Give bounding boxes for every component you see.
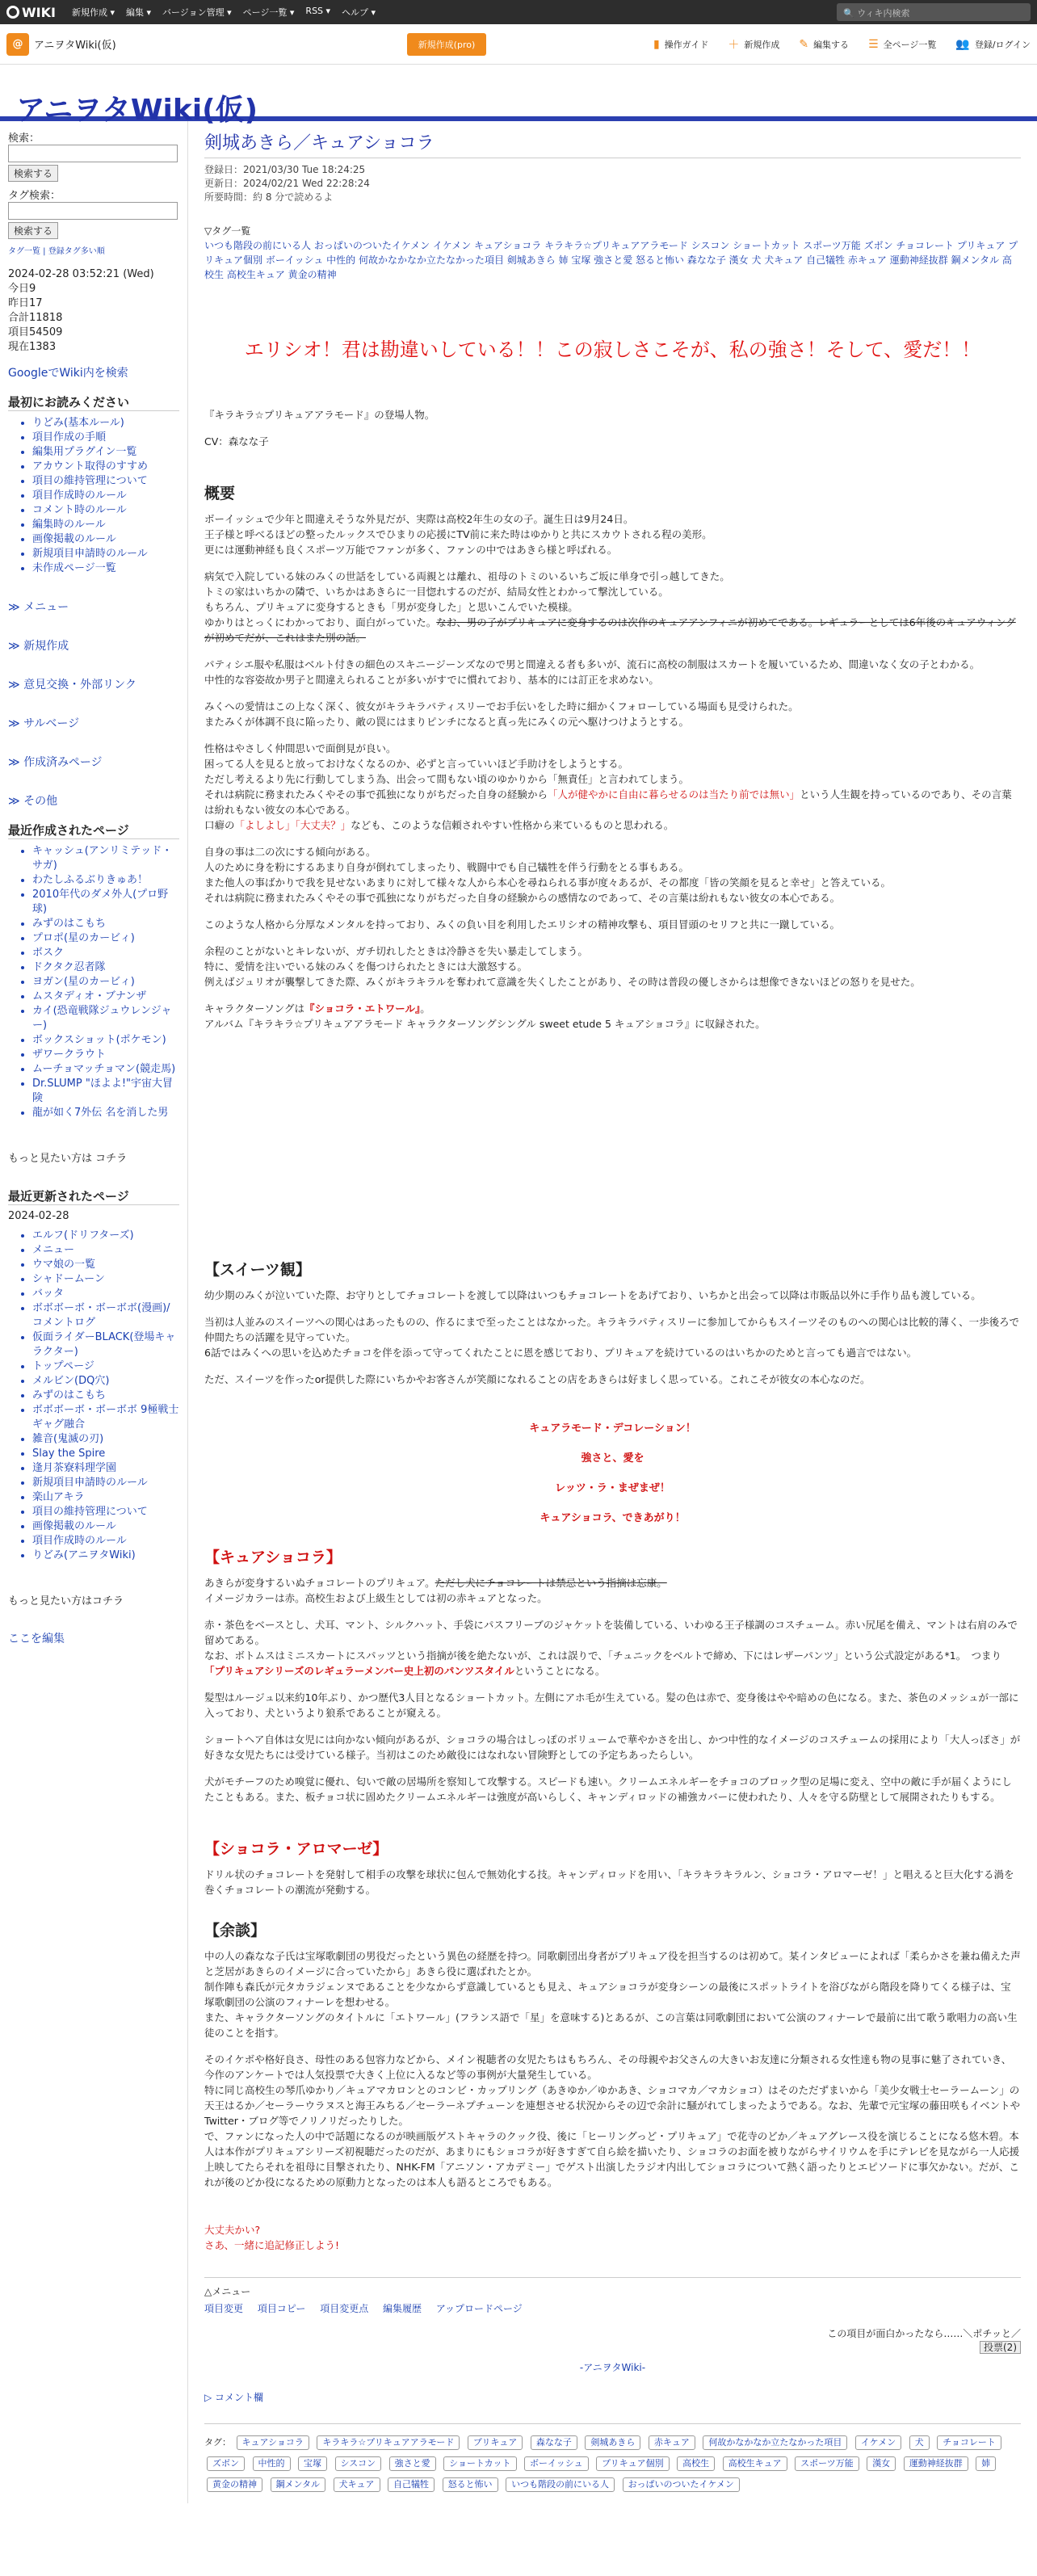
list-item[interactable]: • ムスタディオ・ブナンザ [32,990,179,1004]
footer-link[interactable]: 項目コピー [257,2303,306,2314]
first-read-list [8,416,179,576]
list-item[interactable]: • 楽山アキラ [32,1490,179,1505]
paragraph: パティシエ服や私服はベルト付きの細色のスキニージーンズなので男と間違える者も多いが、流石に高校の制服はスカートを履いているため、間違いなく女の子とわかる。 中性的な容姿故か男子と間違えられることが多いがすでに慣れており、基本的には訂正を求めない。 [204,658,980,686]
vote-button[interactable]: 投票(2) [980,2341,1021,2354]
tag-chip[interactable]: 犬キュア [334,2477,380,2492]
list-item[interactable]: • 項目作成時のルール [32,489,179,503]
list-item[interactable]: • トップページ [32,1359,179,1374]
tag-search-label: タグ検索： [8,190,61,202]
list-item[interactable]: • シャドームーン [32,1272,179,1287]
recent-heading: 最近作成されたページ [8,822,179,839]
list-item[interactable]: • 新規項目申請時のルール [32,547,179,561]
closing: 大丈夫かい? さあ、一緒に追記修正しよう! [204,2224,340,2251]
tag-chip[interactable]: キラキラ☆プリキュアアラモード [317,2435,460,2450]
paragraph: ボーイッシュで少年と間違えそうな外見だが、実際は高校2年生の女の子。誕生日は9月24日。 王子様と呼べるほどの整ったルックスでひまりの応援にTV前に来た時はゆかりと共にスカウトされる程の美形。 更には運動神経も良くスポーツ万能でファンが多く、ファンの中ではあきら様と呼ばれる。 [204,513,712,556]
list-item[interactable]: • りどみ(アニヲタWiki) [32,1549,179,1563]
create-pro-button[interactable]: 新規作成(pro) [407,33,487,56]
tag-chip[interactable]: ズボン [207,2456,245,2471]
list-item[interactable]: • わたしふるぶりきゅあ！ [32,873,179,888]
wiki-logo[interactable]: WIKI [6,5,56,20]
top-menus [72,6,376,19]
site-icon: @ [6,33,29,56]
all-pages-button[interactable]: ☰ 全ページ一覧 [868,37,937,51]
updated-date: 2024-02-28 [8,1210,69,1222]
pencil-icon: ✎ [799,37,809,51]
edit-sidebar-link[interactable]: ここを編集 [8,1633,65,1645]
chant-line: キュアラモード・デコレーション！ [529,1422,696,1435]
tag-chip[interactable]: プリキュア [468,2435,523,2450]
tag-chip[interactable]: 漢女 [867,2456,896,2471]
list-item[interactable]: • ボボボーボ・ボーボボ 9極戦士ギャグ融合 [32,1403,179,1432]
list-item[interactable]: • アカウント取得のすすめ [32,460,179,474]
footer-link[interactable]: 項目変更 [204,2303,244,2314]
tag-chip[interactable]: 怒ると怖い [443,2477,498,2492]
menu-pages[interactable]: ページ一覧 ▾ [243,6,295,19]
list-item[interactable]: • 龍が如く7外伝 名を消した男 [32,1106,179,1120]
tag-chip[interactable]: 高校生 [677,2456,715,2471]
sidebar [0,121,187,2503]
list-item[interactable]: • 2010年代のダメ外人(プロ野球) [32,888,179,917]
list-item[interactable]: • ドクタク忍者隊 [32,960,179,975]
list-item[interactable]: • キャッシュ(アンリミテッド・サガ) [32,844,179,873]
paragraph: 犬がモチーフのため嗅覚に優れ、匂いで敵の居場所を察知して攻撃する。スピードも速い。クリームエネルギーをチョコのブロック型の足場に変え、空中の敵に手が届くようにしたこともある。また、板チョコ状に固めたクリームエネルギーは強度が高いらしく、キャンディロッドの補強カバーに使われたり、人々を守る防壁として展開されたりもする。 [204,1775,1012,1803]
footer-site-link[interactable]: -アニヲタWiki- [579,2362,646,2373]
chant-line: キュアショコラ、できあがり！ [539,1512,686,1524]
tag-chip[interactable]: シスコン [335,2456,382,2471]
vote-area: この項目が面白かったなら……＼ポチッと／ 投票(2) [827,2328,1021,2353]
list-item[interactable]: • ムーチョマッチョマン(競走馬) [32,1062,179,1077]
sweets-heading: 【スイーツ観】 [204,1261,311,1279]
paragraph: あきらが変身するいぬチョコレートのプリキュア。ただし犬にチョコレートは禁忌という指摘は忘康。 イメージカラーは赤。高校生および上級生としては初の赤キュアとなった。 [204,1577,667,1604]
paragraph: ただ、スイーツを作ったor提供した際にいちかやお客さんが笑顔になれることの店をあきらは好ましく思っている。これこそが彼女の本心なのだ。 [204,1373,871,1385]
list-item[interactable]: • ボスク [32,946,179,960]
search-label: 検索： [8,132,40,145]
tag-chip[interactable]: 犬 [909,2435,930,2450]
tag-search-input[interactable] [8,202,178,220]
menu-rss[interactable]: RSS ▾ [305,6,330,19]
logo-ring-icon [6,6,19,19]
guide-button[interactable]: ▮ 操作ガイド [653,37,709,51]
list-item[interactable]: • 編集用プラグイン一覧 [32,445,179,460]
edit-button[interactable]: ✎ 編集する [799,37,850,51]
other-link[interactable]: ≫ その他 [8,795,58,808]
footer-heading[interactable]: △メニュー [204,2286,251,2297]
tag-chip[interactable]: 鋼メンタル [271,2477,326,2492]
comment-link[interactable]: ▷ コメント欄 [204,2392,264,2403]
site-header [0,65,1037,127]
menu-new[interactable]: 新規作成 ▾ [72,6,115,19]
page-title: 剣城あきら／キュアショコラ [204,129,1021,158]
tag-chip[interactable]: ショートカット [443,2456,516,2471]
tag-list [204,224,1021,282]
cure-heading: 【キュアショコラ】 [204,1549,342,1566]
list-item[interactable]: • 雑音(鬼滅の刃) [32,1432,179,1447]
list-item[interactable]: • エルフ(ドリフターズ) [32,1229,179,1243]
paragraph: みくへの愛情はこの上なく深く、彼女がキラキラパティスリーでお手伝いをした時に細かくフォローしている場面も見受けられた。 またみくが体調不良に陥ったり、敵の罠にはまりピンチになると真っ先にみくの元へ駆けつけようとする。 [204,700,799,728]
list-item[interactable]: • カイ(恐竜戦隊ジュウレンジャー) [32,1004,179,1033]
tag-links[interactable]: タグ一覧 | 登録タグ多い順 [8,247,105,256]
updated-list [8,1229,179,1563]
tag-chip[interactable]: いつも階段の前にいる人 [506,2477,615,2492]
first-read-heading: 最初にお読みください [8,393,179,411]
paragraph: 当初は人並みのスイーツへの関心はあったものの、作るにまで至ったことはなかった。キラキラパティスリーに参加してからもスイーツそのものへの関心は比較的薄く、一歩後ろで仲間たちの活躍を見守っていた。 6話ではみくへの思いを込めたチョコを伴を添って守ってくれたことに恩を感じており、プリキュアを続けているのはいちかのためと言っても過言ではない。 [204,1316,1020,1359]
list-item[interactable]: • 画像掲載のルール [32,1519,179,1534]
list-item[interactable]: • ザワークラウト [32,1048,179,1062]
tag-chip[interactable]: 剣城あきら [585,2435,640,2450]
paragraph: ショートヘア自体は女児には向かない傾向があるが、ショコラの場合はしっぽのボリュームで華やかさを出し、かつ中性的なイメージのコスチュームの採用により「大人っぽさ」が好きな女児たちには受けている様子。当初はこのため敵役にはなれない冒険野としての予定ちあったらしい。 [204,1733,1021,1761]
sidebar-search-input[interactable] [8,145,178,162]
updated-heading: 最近更新されたページ [8,1187,179,1205]
new-button[interactable]: ＋ 新規作成 [728,36,779,53]
list-item[interactable]: • 仮面ライダーBLACK(登場キャラクター) [32,1330,179,1359]
footer-link[interactable]: 編集履歴 [383,2303,422,2314]
footer-link[interactable]: 項目変更点 [320,2303,369,2314]
list-item[interactable]: • 項目の維持管理について [32,474,179,489]
tag-heading[interactable]: ▽タグ一覧 [204,225,251,237]
tag-chip[interactable]: おっぱいのついたイケメン [623,2477,740,2492]
list-item[interactable]: • Dr.SLUMP "ほよよ!"宇宙大冒険 [32,1077,179,1106]
list-item[interactable]: • Slay the Spire [32,1447,179,1461]
list-item[interactable]: • バッタ [32,1287,179,1301]
list-icon: ☰ [868,37,879,51]
list-item[interactable]: • 逢月茶寮料理学園 [32,1461,179,1476]
aroma-heading: 【ショコラ・アロマーゼ】 [204,1840,388,1858]
top-menu-bar [0,0,1037,24]
paragraph: 中の人の森なな子氏は宝塚歌劇団の男役だったという異色の経歴を持つ。同歌劇団出身者がプリキュア役を担当するのは初めて。某インタビューによれば「柔らかさを兼ね備えた声と芝居があきらのイメージに合っていたから」あきら役に選ばれたとか。 制作陣も森氏が元タカラジェンヌであることを少なからず意識しているとも見え、キュアショコラが変身シーンの最後にスポットライトを浴びながら階段を降りてくる様子は、宝塚歌劇団の公演のフィナーレを想わせる。 また、キャラクターソングのタイトルに「エトワール」(フランス語で「星」を意味する)とあるが、この言葉は同歌劇団において公演のフィナーレで最前に出て歌う歌唱力の高い生徒のことを指す。 [204,1950,1021,2039]
wiki-search-input[interactable]: 🔍 ウィキ内検索 [837,3,1031,21]
recent-list [8,844,179,1120]
sidebar-search-button[interactable]: 検索する [8,165,58,182]
list-item[interactable]: • みずのはこもち [32,917,179,931]
tag-chip[interactable]: 高校生キュア [723,2456,787,2471]
extra-heading: 【余談】 [204,1922,267,1939]
footer-menu [204,2277,1021,2404]
created-link[interactable]: ≫ 作成済みページ [8,756,103,769]
exchange-link[interactable]: ≫ 意見交換・外部リンク [8,679,136,691]
article [187,121,1037,2503]
paragraph: 病気で入院している妹のみくの世話をしている両親とは離れ、祖母のトミのいるいちご坂に単身で引っ越してきた。 トミの家はいちかの隣で、いちかはあきらに一目惚れするのだが、結局女性とわかって撃沈している。 もちろん、プリキュアに変身するときも「男が変身した」と思いこんでいた模様。 ゆかりはとっくにわかっており、面白がっていた。なお、男の子がプリキュアに変身するのは次作のキュアアンフィニが初めてである。レギュラーとしては6年後のキュアウィングが初めてだが、これはまた別の話。 [204,570,1016,644]
chant-line: 強さと、愛を [581,1452,644,1464]
list-item[interactable]: • ヨガン(星のカービィ) [32,975,179,990]
list-item[interactable]: • メルビン(DQ穴) [32,1374,179,1389]
login-button[interactable]: 👥 登録/ログイン [955,37,1031,51]
menu-version[interactable]: バージョン管理 ▾ [162,6,232,19]
salvage-link[interactable]: ≫ サルベージ [8,717,80,730]
paragraph: このような人格から分厚なメンタルを持っており、みくの負い目を利用したエリシオの精神攻撃も、項目冒頭のセリフと共に一蹴している。 [204,918,841,931]
tag-chip[interactable]: 森なな子 [531,2435,577,2450]
footer-links [204,2301,1021,2315]
list-item[interactable]: • コメント時のルール [32,503,179,518]
guide-icon: ▮ [653,37,660,51]
site-tools [653,36,1031,53]
paragraph: 幼少期のみくが泣いていた際、お守りとしてチョコレートを渡して以降はいつもチョコレートをあげており、いちかと出会って以降は市販品以外に手作り品も渡している。 [204,1289,981,1301]
list-item[interactable]: • 項目作成時のルール [32,1534,179,1549]
tag-chip[interactable]: チョコレート [937,2435,1001,2450]
tag-chip[interactable]: 宝塚 [298,2456,327,2471]
paragraph: 赤・茶色をベースとし、犬耳、マント、シルクハット、手袋にパスフリーブのジャケットを装備している、いわゆる王子様調のコスチューム。赤い尻尾を備え、マントは右肩のみで留めてある。 なお、ボトムスはミニスカートにスパッツという指摘が後を絶たないが、これは誤りで、「チュニックをベルトで締め、下にはレザーパンツ」という公式設定がある*1。 つまり「プリキュアシリーズのレギュラーメンバー史上初のパンツスタイルということになる。 [204,1619,1018,1677]
list-item[interactable]: • 未作成ページ一覧 [32,561,179,576]
list-item[interactable]: • りどみ(基本ルール) [32,416,179,431]
list-item[interactable]: • 画像掲載のルール [32,532,179,547]
menu-help[interactable]: ヘルプ ▾ [342,6,376,19]
tag-chip[interactable]: イケメン [855,2435,901,2450]
paragraph: 余程のことがないとキレないが、ガチ切れしたときは冷静さを失い暴走してしまう。 特に、愛情を注いでいる妹のみくを傷つけられたときには大激怒する。 例えばジュリオが襲撃してきた際、みくがキラキラルを奪われて意識を失くしたことがあり、その時は普段の優しさからは想像できないほどの怒りを見せた。 [204,945,921,988]
tag-chip[interactable]: 何故かなかなか立たなかった項目 [703,2435,847,2450]
intro: 『キラキラ☆プリキュアアラモード』の登場人物。 [204,409,435,421]
menu-edit[interactable]: 編集 ▾ [126,6,151,19]
counter: 2024-02-28 03:52:21 (Wed) 今日9 昨日17 合計11818 項目54509 現在1383 [8,268,154,353]
paragraph: そのイケボや格好良さ、母性のある包容力などから、メイン視聴者の女児たちはもちろん、その母親やお父さんの大きいお友達に分類される女性達も物の見事に魅了されていき、今作のアンケートでは人気投票で大きく上位に入るなど等の事例が大量発生している。 特に同じ高校生の琴爪ゆかり／キュアマカロンとのコンビ・カップリング（あきゆか／ゆかあき、ショコマカ／マカショコ）はそのただずまいから「美少女戦士セーラームーン」の天王はるか／セーラーウラヌスと海王みちる／セーラーネプチューンを連想させる状況からその辺で余計に騒がれてしまったようである。なお、先輩で元宝塚の藤田咲もイベントやTwitter・ブログ等でノリノリだったりした。 で、ファンになった人の中で話題になるのが映画版ゲストキャラのクック役、後に「ヒーリングっど・プリキュア」で花寺のどか／キュアグレース役を演じることになる悠木碧。本人は本作がプリキュアシリーズ初視聴だったのだが、あまりにもショコラが好きすぎて自ら絵を描いたり、ショコラのお面を被りながらサイリウムを手にテレビを見ながら一人応援上映してたらそれを祖母に目撃されたり、NHK-FM「アニソン・アカデミー」でゲスト出演したラジオ内出してショコラについて熱く語ったりとエピソードに事欠かない。だが、これが後のどか役になるための原動力となったのは本人も語るところでもある。 [204,2053,1021,2188]
list-item[interactable]: • みずのはこもち [32,1389,179,1403]
site-name[interactable]: @ アニヲタWiki(仮) [6,33,116,56]
list-item[interactable]: • ボボボーボ・ボーボボ(漫画)/コメントログ [32,1301,179,1330]
chant-line: レッツ・ラ・まぜまぜ！ [555,1482,670,1494]
tag-links[interactable]: いつも階段の前にいる人 おっぱいのついたイケメン イケメン キュアショコラ キラキラ☆プリキュアアラモード シスコン ショートカット スポーツ万能 ズボン チョコレート プリキュア プリキュア個別 ボーイッシュ 中性的 何故かなかなか立たなかった項目 剣城あきら 姉 宝塚 強さと愛 怒ると怖い 森なな子 漢女 犬 犬キュア 自己犠牲 赤キュア 運動神経抜群 鋼メンタル 高校生 高校生キュア 黄金の精神 [204,240,1018,280]
paragraph: 自身の事は二の次にする傾向がある。 人のために身を粉にするあまり自身が倒れてしまったり、戦闘中でも自己犠牲を伴う行動をとる事もある。 また他人の事ばかりで我を見せないあまりに対して様々な人から本心を尋ねられる事が度々あるが、その都度「皆の笑顔を見ると幸せ」と答えている。 それは病院に務まれたみくやその事で孤独になりがちだった自身の経験からの感情なのであって、その言葉は紛れもない彼女の本心である。 [204,846,892,904]
list-item[interactable]: • 項目の維持管理について [32,1505,179,1519]
list-item[interactable]: • 新規項目申請時のルール [32,1476,179,1490]
menu-link[interactable]: ≫ メニュー [8,601,69,614]
tag-chip[interactable]: 黄金の精神 [207,2477,262,2492]
overview-heading: 概要 [204,485,236,502]
list-item[interactable]: • プロポ(星のカービィ) [32,931,179,946]
tag-chip[interactable]: スポーツ万能 [795,2456,859,2471]
users-icon: 👥 [955,37,970,51]
google-search-link[interactable]: GoogleでWiki内を検索 [8,367,128,380]
paragraph: 髪型はルージュ以来約10年ぶり、かつ歴代3人目となるショートカット。左側にアホ毛が生えている。髪の色は赤で、変身後はやや暗めの色になる。また、茶色のメッシュが一部に入っており、犬というより狼系であることが窺える。 [204,1691,1019,1719]
tag-chip[interactable]: 中性的 [253,2456,291,2471]
list-item[interactable]: • ウマ娘の一覧 [32,1258,179,1272]
list-item[interactable]: • メニュー [32,1243,179,1258]
tag-chip[interactable]: プリキュア個別 [596,2456,670,2471]
site-bar [0,24,1037,65]
tag-chip[interactable]: 運動神経抜群 [904,2456,968,2471]
tag-chip[interactable]: 赤キュア [649,2435,695,2450]
bottom-tags: タグ： キュアショコラ キラキラ☆プリキュアアラモード プリキュア 森なな子 剣城あきら 赤キュア 何故かなかなか立たなかった項目 イケメン 犬 チョコレート ズボン 中性的 宝塚 シスコン 強さと愛 ショートカット ボーイッシュ プリキュア個別 高校生 高校生キュア スポーツ万能 漢女 運動神経抜群 姉 黄金の精神 鋼メンタル 犬キュア 自己犠牲 怒ると怖い いつも階段の前にいる人 おっぱいのついたイケメン [204,2423,1021,2495]
tag-chip[interactable]: ボーイッシュ [524,2456,589,2471]
new-link[interactable]: ≫ 新規作成 [8,640,69,653]
paragraph: ドリル状のチョコレートを発射して相手の攻撃を球状に包んで無効化する技。キャンディロッドを用い、「キラキラキラルン、ショコラ・アロマーゼ！」と唱えると巨大化する渦を巻くチョコレートの潮流が発動する。 [204,1868,1014,1896]
tag-chip[interactable]: 姉 [976,2456,996,2471]
tag-chip[interactable]: キュアショコラ [237,2435,309,2450]
footer-link[interactable]: アップロードページ [435,2303,523,2314]
more-recent[interactable]: もっと見たい方は コチラ [8,1153,128,1165]
list-item[interactable]: • 編集時のルール [32,518,179,532]
plus-icon: ＋ [728,38,740,52]
list-item[interactable]: • 項目作成の手順 [32,431,179,445]
tag-chip[interactable]: 自己犠牲 [388,2477,435,2492]
list-item[interactable]: • ボックスショット(ポケモン) [32,1033,179,1048]
tag-search-button[interactable]: 検索する [8,222,58,239]
cv: CV：森なな子 [204,435,269,448]
paragraph: キャラクターソングは『ショコラ・エトワール』。 アルバム『キラキラ☆プリキュアアラモード キャラクターソングシングル sweet etude 5 キュアショコラ』に収録された。 [204,1002,766,1030]
more-updated[interactable]: もっと見たい方はコチラ [8,1595,124,1607]
site-title[interactable]: アニヲタWiki(仮) [16,94,258,127]
lead-quote: エリシオ！君は勘違いしている！！この寂しさこそが、私の強さ！そして、愛だ！！ [244,338,981,361]
tag-chip[interactable]: 強さと愛 [389,2456,436,2471]
page-meta: 登録日：2021/03/30 Tue 18:24:25 更新日：2024/02/21 Wed 22:28:24 所要時間：約 8 分で読めるよ [204,164,370,203]
paragraph: 性格はやさしく仲間思いで面倒見が良い。 困ってる人を見ると放っておけなくなるのか、必ずと言っていいほど手助けをしようとする。 ただし考えるより先に行動してしまう為、出会って間もない頃のゆかりから「無責任」と言われてしまう。 それは病院に務まれたみくやその事で孤独になりがちだった自身の経験から「人が健やかに自由に暮らせるのは当たり前では無い」という人生観を持っているのであり、その言葉は紛れもない彼女の本心である。 口癖の「よしよし」「大丈夫？」なども、このような信頼されやすい性格から来ているものと思われる。 [204,742,1012,831]
